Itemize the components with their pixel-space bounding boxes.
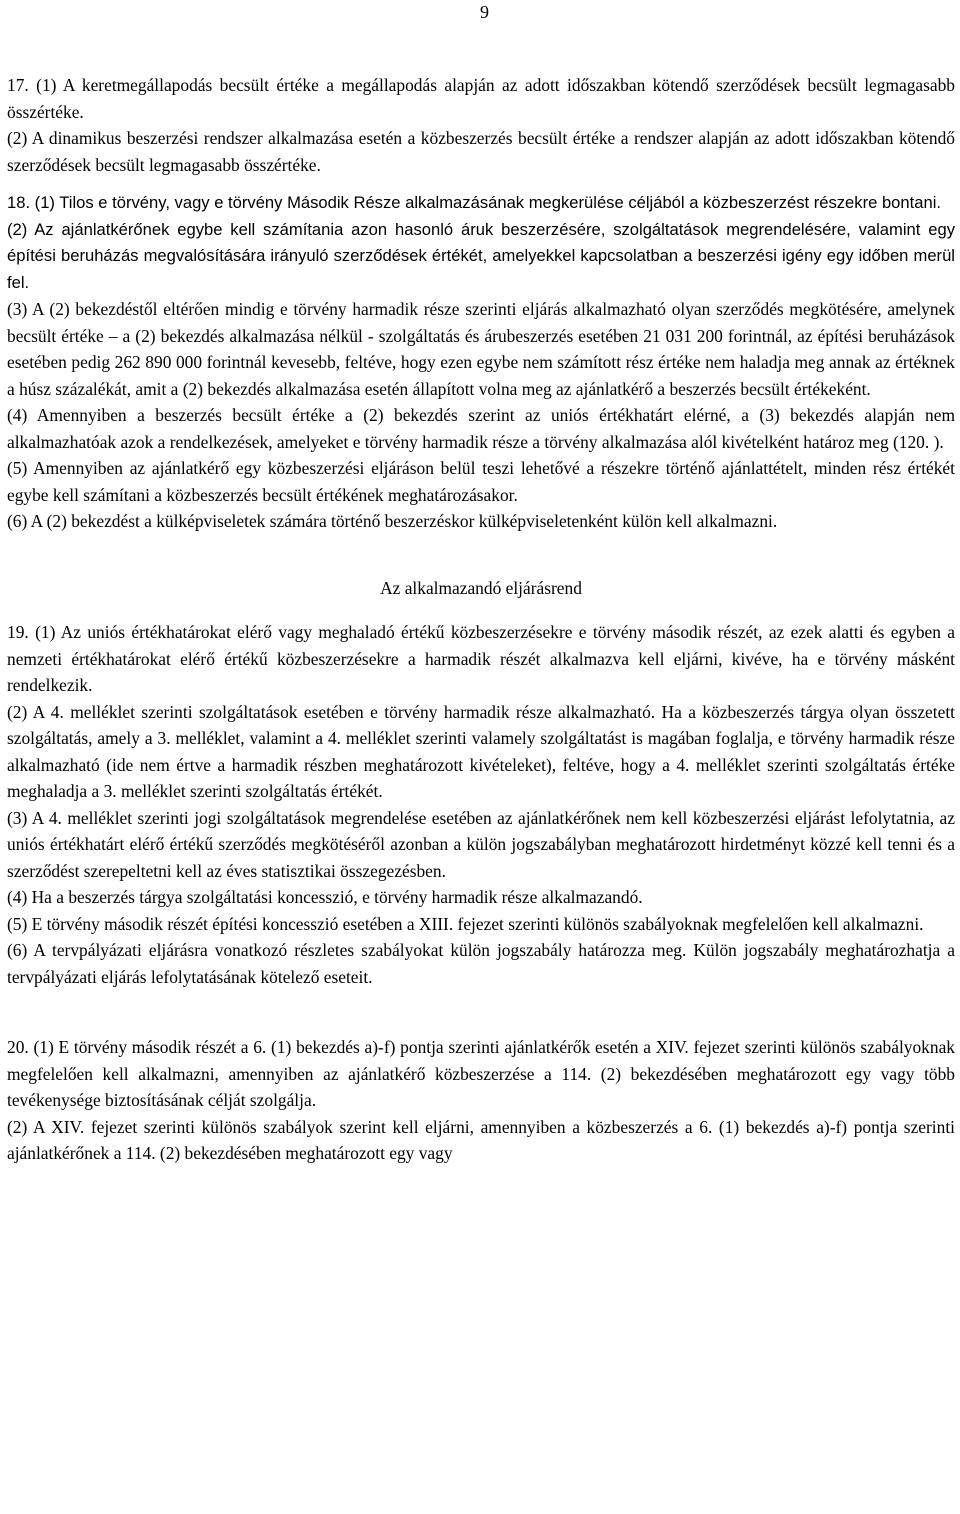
section-19-paragraph-3: (3) A 4. melléklet szerinti jogi szolgáltatások megrendelése esetében az ajánlatkérőnek nem kell közbeszerzési eljárást lefolytatnia, az uniós értékhatárt elérő értékű szerződés megkötéséről azonban a külön jogszabályban meghatározott hirdetményt közzé kell tenni és a szerződést szerepeltetni kell az éves statisztikai összegezésben. — [7, 807, 955, 881]
section-19-paragraph-1: 19. (1) Az uniós értékhatárokat elérő vagy meghaladó értékű közbeszerzésekre e törvény második részét, az ezek alatti és egyben a nemzeti értékhatárokat elérő értékű közbeszerzésekre a harmadik részét alkalmazva kell eljárni, kivéve, ha e törvény másként rendelkezik. — [7, 622, 955, 695]
section-18-paragraph-5: (5) Amennyiben az ajánlatkérő egy közbeszerzési eljáráson belül teszi lehetővé a részekre történő ajánlattételt, minden rész értékét egybe kell számítani a közbeszerzés becsült értékének meghatározásakor. — [7, 458, 955, 505]
section-18-paragraph-2: (2) Az ajánlatkérőnek egybe kell számítania azon hasonló áruk beszerzésére, szolgáltatások megrendelésére, valamint egy építési beruházás megvalósítására irányuló szerződések értékét, amelyekkel kapcsolatban a beszerzési igény egy időben merül fel. — [7, 219, 955, 292]
section-18-paragraph-6: (6) A (2) bekezdést a külképviseletek számára történő beszerzéskor külképviseletenként külön kell alkalmazni. — [7, 511, 778, 531]
section-19-paragraph-4: (4) Ha a beszerzés tárgya szolgáltatási koncesszió, e törvény harmadik része alkalmazandó. — [7, 887, 643, 907]
section-18-paragraph-1: 18. (1) Tilos e törvény, vagy e törvény Második Része alkalmazásának megkerülése céljából a közbeszerzést részekre bontani. — [7, 193, 941, 212]
section-19-paragraph-2: (2) A 4. melléklet szerinti szolgáltatások esetében e törvény harmadik része alkalmazható. Ha a közbeszerzés tárgya olyan összetett szolgáltatás, amely a 3. melléklet, valamint a 4. melléklet szerinti valamely szolgáltatást is magában foglalja, e törvény harmadik része alkalmazható (ide nem értve a harmadik részben meghatározott kivételeket), feltéve, hogy a 4. melléklet szerinti szolgáltatás értéke meghaladja a 3. melléklet szerinti szolgáltatás értékét. — [7, 701, 955, 801]
section-18-intro — [7, 190, 955, 296]
section-19-paragraph-6: (6) A tervpályázati eljárásra vonatkozó részletes szabályokat külön jogszabály határozza meg. Külön jogszabály meghatározhatja a tervpályázati eljárás lefolytatásának kötelező eseteit. — [7, 940, 955, 987]
section-20-paragraph-2: (2) A XIV. fejezet szerinti különös szabályok szerint kell eljárni, amennyiben a közbeszerzés a 6. (1) bekezdés a)-f) pontja szerinti ajánlatkérőnek a 114. (2) bekezdésében meghatározott egy vagy — [7, 1116, 955, 1163]
page-number: 9 — [480, 2, 489, 22]
section-18-paragraph-3: (3) A (2) bekezdéstől eltérően mindig e törvény harmadik része szerinti eljárás alkalmazható olyan szerződés megkötésére, amelynek becsült értéke – a (2) bekezdés alkalmazása nélkül - szolgáltatás és árubeszerzés esetében 21 031 200 forintnál, az építési beruházások esetében pedig 262 890 000 forintnál kevesebb, feltéve, hogy ezen egybe nem számított rész értéke nem haladja meg annak az értéknek a húsz százalékát, amit a (2) bekezdés alkalmazása esetén állapított volna meg az ajánlatkérő a beszerzés becsült értékeként. — [7, 299, 955, 399]
section-17-paragraph-2: (2) A dinamikus beszerzési rendszer alkalmazása esetén a közbeszerzés becsült értéke a rendszer alapján az adott időszakban kötendő szerződések becsült legmagasabb összértéke. — [7, 128, 955, 175]
document-body — [7, 72, 955, 1167]
section-17-paragraph-1: 17. (1) A keretmegállapodás becsült értéke a megállapodás alapján az adott időszakban kötendő szerződések becsült legmagasabb összértéke. — [7, 75, 955, 122]
section-18-paragraph-4: (4) Amennyiben a beszerzés becsült értéke a (2) bekezdés szerint az uniós értékhatárt elérné, a (3) bekezdés alapján nem alkalmazhatóak azok a rendelkezések, amelyeket e törvény harmadik része a törvény alkalmazása alól kivételként határoz meg (120. ). — [7, 405, 955, 452]
section-19-paragraph-5: (5) E törvény második részét építési koncesszió esetében a XIII. fejezet szerinti különös szabályoknak megfelelően kell alkalmazni. — [7, 913, 924, 934]
section-heading: Az alkalmazandó eljárásrend — [380, 577, 582, 598]
section-20-paragraph-1: 20. (1) E törvény második részét a 6. (1) bekezdés a)-f) pontja szerinti ajánlatkérők esetén a XIV. fejezet szerinti különös szabályoknak megfelelően kell alkalmazni, amennyiben az ajánlatkérő közbeszerzése a 114. (2) bekezdésében meghatározott egy vagy több tevékenysége biztosításának célját szolgálja. — [7, 1037, 955, 1110]
